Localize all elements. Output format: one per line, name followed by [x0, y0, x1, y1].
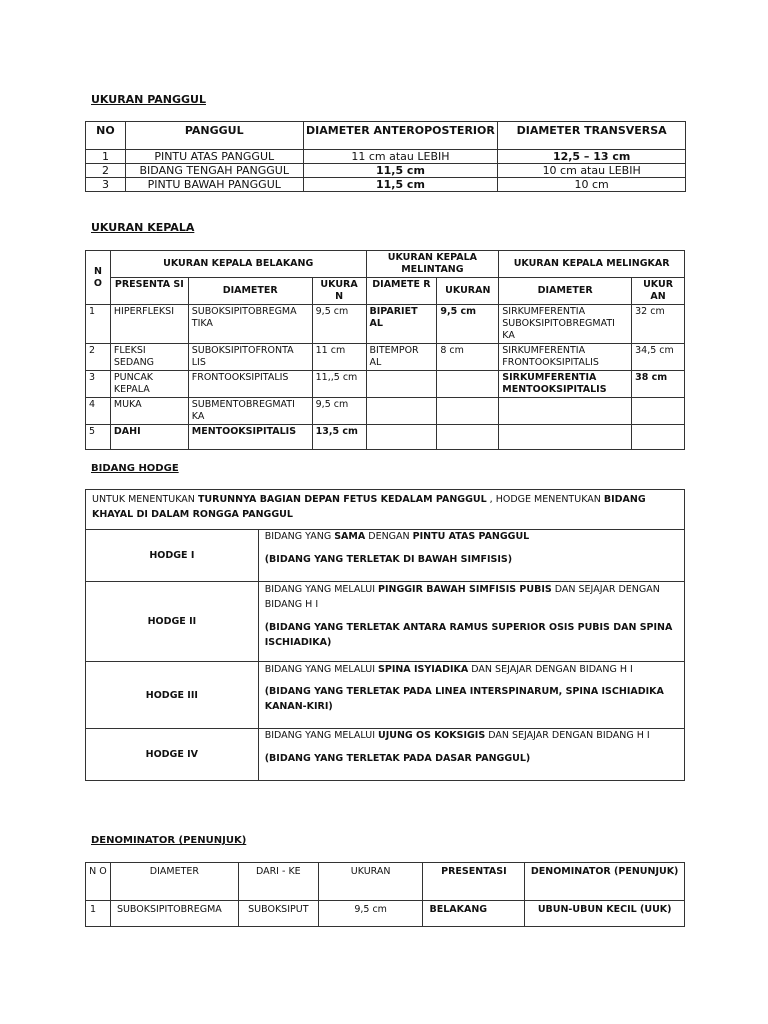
cell-m-diameter: BITEMPOR AL: [366, 344, 437, 371]
def-text: BIDANG YANG MELALUI: [264, 584, 379, 595]
header-no: N O: [86, 863, 111, 901]
cell-m-ukuran: 8 cm: [437, 344, 499, 371]
table-denominator: [85, 862, 685, 927]
cell-no: 2: [86, 344, 111, 371]
table-header-row: [86, 863, 685, 901]
def-bold: PINTU ATAS PANGGUL: [412, 531, 530, 542]
table-sub-header-row: [86, 278, 685, 305]
cell-presentasi: PUNCAK KEPALA: [110, 371, 188, 398]
table-row: [86, 425, 685, 450]
cell-ukuran: 9,5 cm: [312, 398, 366, 425]
hodge-label: HODGE IV: [86, 729, 259, 781]
cell-m-ukuran: [437, 425, 499, 450]
section-title-bidang-hodge: BIDANG HODGE: [91, 463, 179, 474]
cell-no: 2: [86, 164, 126, 178]
header-diameter-ap: DIAMETER ANTEROPOSTERIOR: [303, 122, 498, 150]
def-text: BIDANG YANG MELALUI: [264, 664, 379, 675]
cell-panggul: PINTU BAWAH PANGGUL: [125, 178, 303, 192]
table-row: [86, 305, 685, 344]
cell-ukuran: 9,5 cm: [312, 305, 366, 344]
cell-l-ukuran: 32 cm: [632, 305, 685, 344]
intro-text-1: UNTUK MENENTUKAN: [92, 494, 198, 505]
cell-ap: 11 cm atau LEBIH: [303, 150, 498, 164]
cell-no: 3: [86, 371, 111, 398]
cell-diameter: FRONTOOKSIPITALIS: [188, 371, 312, 398]
cell-m-ukuran: 9,5 cm: [437, 305, 499, 344]
cell-l-diameter: SIRKUMFERENTIA SUBOKSIPITOBREGMATI KA: [499, 305, 632, 344]
intro-text-2: , HODGE MENENTUKAN: [486, 494, 604, 505]
cell-ukuran: 9,5 cm: [318, 901, 423, 927]
hodge-description: [258, 582, 684, 662]
cell-l-diameter: SIRKUMFERENTIA MENTOOKSIPITALIS: [499, 371, 632, 398]
cell-no: 3: [86, 178, 126, 192]
hodge-row: [86, 662, 685, 729]
hodge-description: [258, 662, 684, 729]
hodge-label: HODGE III: [86, 662, 259, 729]
hodge-row: [86, 530, 685, 582]
header-m-ukuran: UKURAN: [437, 278, 499, 305]
table-header-row: [86, 122, 686, 150]
header-no: NO: [86, 122, 126, 150]
cell-transversa: 10 cm: [498, 178, 686, 192]
cell-transversa: 12,5 – 13 cm: [498, 150, 686, 164]
hodge-row: [86, 729, 685, 781]
hodge-definition: [265, 662, 678, 677]
hodge-row: [86, 582, 685, 662]
intro-bold-2: BIDANG KHAYAL DI DALAM RONGGA PANGGUL: [92, 494, 646, 520]
header-diameter: DIAMETER: [110, 863, 238, 901]
header-m-diameter: DIAMETE R: [366, 278, 437, 305]
hodge-note: (BIDANG YANG TERLETAK PADA LINEA INTERSPINARUM, SPINA ISCHIADIKA KANAN-KIRI): [264, 686, 664, 712]
def-text: DAN SEJAJAR DENGAN BIDANG H I: [485, 730, 650, 741]
cell-l-diameter: [499, 425, 632, 450]
cell-no: 1: [86, 150, 126, 164]
hodge-note: (BIDANG YANG TERLETAK ANTARA RAMUS SUPERIOR OSIS PUBIS DAN SPINA ISCHIADIKA): [264, 622, 673, 648]
cell-m-diameter: [366, 425, 437, 450]
cell-diameter: SUBOKSIPITOFRONTA LIS: [188, 344, 312, 371]
hodge-description: [258, 530, 684, 582]
def-text: BIDANG YANG: [264, 531, 335, 542]
cell-l-ukuran: [632, 425, 685, 450]
cell-no: 5: [86, 425, 111, 450]
cell-presentasi: FLEKSI SEDANG: [110, 344, 188, 371]
hodge-definition: [265, 582, 678, 612]
def-bold: UJUNG OS KOKSIGIS: [378, 730, 486, 741]
cell-m-diameter: [366, 371, 437, 398]
cell-l-ukuran: [632, 398, 685, 425]
cell-m-ukuran: [437, 371, 499, 398]
header-kepala-belakang: UKURAN KEPALA BELAKANG: [110, 251, 366, 278]
table-row: [86, 398, 685, 425]
table-ukuran-kepala: [85, 250, 685, 450]
cell-presentasi: MUKA: [110, 398, 188, 425]
cell-m-ukuran: [437, 398, 499, 425]
header-l-diameter: DIAMETER: [499, 278, 632, 305]
table-row: [86, 150, 686, 164]
cell-no: 1: [86, 901, 111, 927]
cell-l-ukuran: 34,5 cm: [632, 344, 685, 371]
hodge-definition: [265, 530, 678, 543]
hodge-intro: [86, 490, 685, 530]
header-kepala-melingkar: UKURAN KEPALA MELINGKAR: [499, 251, 685, 278]
table-row: [86, 164, 686, 178]
cell-no: 4: [86, 398, 111, 425]
cell-panggul: PINTU ATAS PANGGUL: [125, 150, 303, 164]
def-bold: PINGGIR BAWAH SIMFISIS PUBIS: [378, 584, 552, 595]
cell-diameter: SUBOKSIPITOBREGMA TIKA: [188, 305, 312, 344]
cell-panggul: BIDANG TENGAH PANGGUL: [125, 164, 303, 178]
intro-bold-1: TURUNNYA BAGIAN DEPAN FETUS KEDALAM PANGGUL: [197, 494, 487, 505]
cell-m-diameter: BIPARIET AL: [366, 305, 437, 344]
header-ukuran: UKURAN: [318, 863, 423, 901]
cell-ukuran: 13,5 cm: [312, 425, 366, 450]
table-row: [86, 901, 685, 927]
table-row: [86, 344, 685, 371]
hodge-intro-row: [86, 490, 685, 530]
table-row: [86, 371, 685, 398]
hodge-description: [258, 729, 684, 781]
cell-denominator: UBUN-UBUN KECIL (UUK): [525, 901, 685, 927]
cell-ukuran: 11 cm: [312, 344, 366, 371]
table-bidang-hodge: [85, 489, 685, 781]
cell-l-diameter: SIRKUMFERENTIA FRONTOOKSIPITALIS: [499, 344, 632, 371]
def-bold: SPINA ISYIADIKA: [378, 664, 469, 675]
header-no: N O: [86, 251, 111, 305]
cell-diameter: MENTOOKSIPITALIS: [188, 425, 312, 450]
hodge-note: (BIDANG YANG TERLETAK PADA DASAR PANGGUL): [264, 753, 531, 764]
section-title-denominator: DENOMINATOR (PENUNJUK): [91, 835, 247, 846]
header-panggul: PANGGUL: [125, 122, 303, 150]
section-title-ukuran-kepala: UKURAN KEPALA: [91, 221, 195, 234]
cell-ap: 11,5 cm: [303, 178, 498, 192]
hodge-definition: [265, 729, 678, 742]
def-bold: SAMA: [334, 531, 366, 542]
header-presentasi: PRESENTASI: [423, 863, 525, 901]
header-denominator: DENOMINATOR (PENUNJUK): [525, 863, 685, 901]
cell-m-diameter: [366, 398, 437, 425]
cell-l-ukuran: 38 cm: [632, 371, 685, 398]
cell-l-diameter: [499, 398, 632, 425]
header-diameter-transversa: DIAMETER TRANSVERSA: [498, 122, 686, 150]
header-l-ukuran: UKUR AN: [632, 278, 685, 305]
cell-no: 1: [86, 305, 111, 344]
def-text: DENGAN: [365, 531, 413, 542]
header-diameter: DIAMETER: [188, 278, 312, 305]
cell-diameter: SUBOKSIPITOBREGMA: [110, 901, 238, 927]
cell-ukuran: 11,,5 cm: [312, 371, 366, 398]
def-text: BIDANG YANG MELALUI: [264, 730, 379, 741]
header-ukuran: UKURA N: [312, 278, 366, 305]
hodge-label: HODGE II: [86, 582, 259, 662]
hodge-label: HODGE I: [86, 530, 259, 582]
def-text: DAN SEJAJAR DENGAN BIDANG H I: [468, 664, 633, 675]
hodge-note: (BIDANG YANG TERLETAK DI BAWAH SIMFISIS): [264, 554, 513, 565]
section-title-ukuran-panggul: UKURAN PANGGUL: [91, 93, 206, 106]
table-row: [86, 178, 686, 192]
table-group-header-row: [86, 251, 685, 278]
table-ukuran-panggul: [85, 121, 686, 192]
cell-diameter: SUBMENTOBREGMATI KA: [188, 398, 312, 425]
header-dari-ke: DARI - KE: [238, 863, 318, 901]
header-presentasi: PRESENTA SI: [110, 278, 188, 305]
cell-dari-ke: SUBOKSIPUT: [238, 901, 318, 927]
def-text: DAN SEJAJAR DENGAN BIDANG H I: [264, 584, 660, 610]
cell-transversa: 10 cm atau LEBIH: [498, 164, 686, 178]
cell-presentasi: DAHI: [110, 425, 188, 450]
cell-presentasi: BELAKANG: [423, 901, 525, 927]
cell-presentasi: HIPERFLEKSI: [110, 305, 188, 344]
cell-ap: 11,5 cm: [303, 164, 498, 178]
header-kepala-melintang: UKURAN KEPALA MELINTANG: [366, 251, 499, 278]
